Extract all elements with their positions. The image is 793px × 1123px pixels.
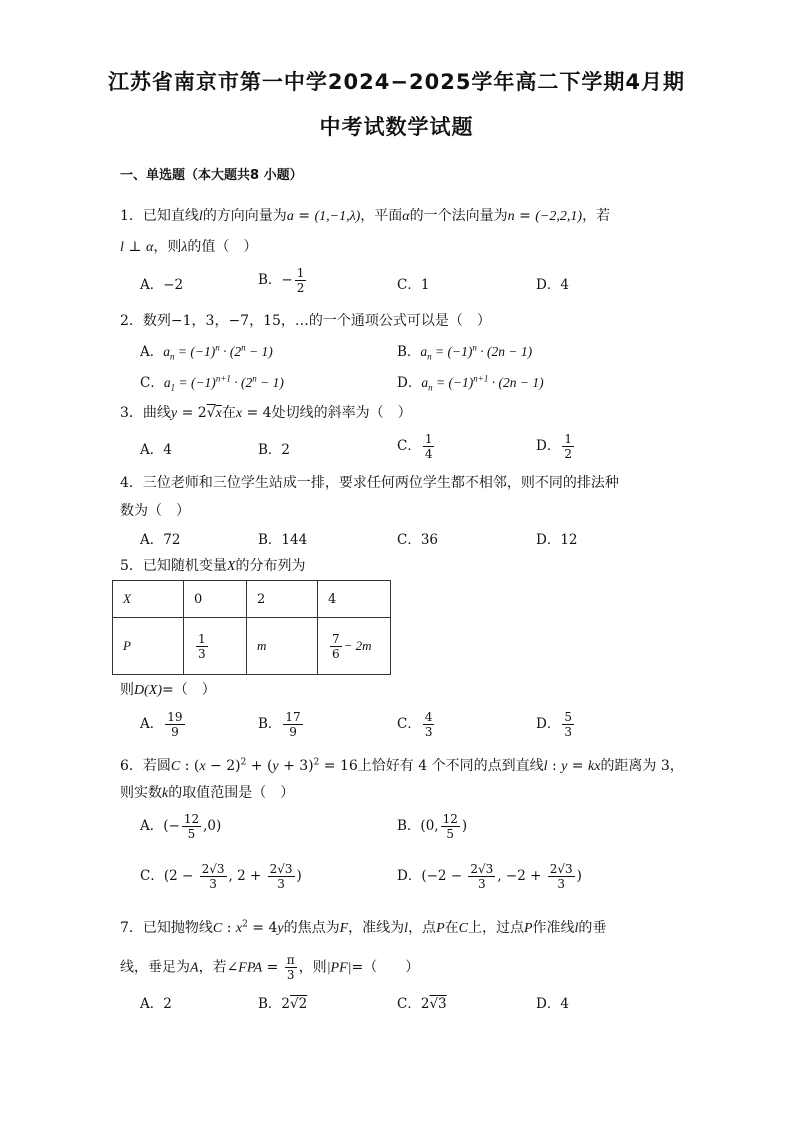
exam-title-line2: 中考试数学试题 [319, 115, 474, 139]
question-5-stem: 5．已知随机变量X的分布列为 [120, 558, 306, 574]
question-6-line1: 6．若圆C : $(x - 2)^2 + (y + 3)^2 = 16$上恰好有 4 个不同的点到直线l : y = kx的距离为 3， [120, 757, 684, 774]
table-cell-p2: m [247, 618, 318, 675]
question-3-stem: 3．曲线y = 2√x在x = 4处切线的斜率为（ ） [120, 405, 412, 421]
question-5-ask: 则D(X)=（ ） [120, 682, 216, 698]
q1-option-b[interactable]: B．− $\frac{1}{2}$ [258, 266, 305, 295]
q5-option-b[interactable]: B． $\frac{17}{9}$ [258, 710, 301, 739]
q5-option-d[interactable]: D． $\frac{5}{3}$ [536, 710, 572, 739]
q4-option-c[interactable]: C．36 [397, 532, 439, 548]
q3-option-a[interactable]: A．4 [140, 442, 172, 458]
q2-option-b[interactable]: B．$a_n = (-1)^n \cdot (2n - 1)$ [397, 342, 533, 362]
q4-option-d[interactable]: D．12 [536, 532, 578, 548]
q1-option-c[interactable]: C．1 [397, 277, 430, 293]
question-6-line2: 则实数k的取值范围是（ ） [120, 785, 295, 801]
q6-option-b[interactable]: B．(0, $\frac{12}{5}$ ) [397, 812, 468, 841]
q6-option-d[interactable]: D．(−2 − $\frac{2√3}{3}$ , −2 + $\frac{2√3}{3}$ ) [397, 862, 582, 891]
q6-option-c[interactable]: C．(2 − $\frac{2√3}{3}$ , 2 + $\frac{2√3}{3}$ ) [140, 862, 302, 891]
q1-option-a[interactable]: A．−2 [140, 277, 184, 293]
q4-option-a[interactable]: A．72 [140, 532, 181, 548]
q3-option-c[interactable]: C． $\frac{1}{4}$ [397, 432, 433, 461]
q1-option-d[interactable]: D．4 [536, 277, 569, 293]
question-7-line2: 线，垂足为A，若∠FPA = $\frac{\pi}{3}$ ，则|PF|=（ ） [120, 953, 420, 982]
q2-option-d[interactable]: D．$a_n = (-1)^{n+1} \cdot (2n - 1)$ [397, 373, 544, 393]
table-header-x: X [113, 581, 184, 618]
question-1-line1: 1．已知直线l的方向向量为a = (1,−1,λ)，平面α的一个法向量为n = (−2,2,1)，若 [120, 208, 611, 224]
q3-option-d[interactable]: D． $\frac{1}{2}$ [536, 432, 572, 461]
distribution-table [112, 580, 391, 675]
question-1-line2: l ⊥ α，则λ的值（ ） [120, 239, 258, 255]
q6-option-a[interactable]: A．(− $\frac{12}{5}$ ,0) [140, 812, 222, 841]
q7-option-b[interactable]: B．2√2 [258, 996, 308, 1012]
question-4-line2: 数为（ ） [120, 503, 190, 519]
question-4-line1: 4．三位老师和三位学生站成一排，要求任何两位学生都不相邻，则不同的排法种 [120, 475, 619, 491]
section-heading: 一、单选题（本大题共8 小题） [120, 168, 303, 183]
q2-option-c[interactable]: C．$a_1 = (-1)^{n+1} \cdot (2^n - 1)$ [140, 373, 284, 393]
table-header-2: 2 [247, 581, 318, 618]
question-2-stem: 2．数列−1，3，−7，15，…的一个通项公式可以是（ ） [120, 313, 491, 329]
q2-option-a[interactable]: A．$a_n = (-1)^n \cdot (2^n - 1)$ [140, 342, 273, 362]
table-row-label-p: P [113, 618, 184, 675]
question-7-line1: 7．已知抛物线C : $x^2 = 4y$的焦点为F，准线为l，点P在C上，过点P作准线l的垂 [120, 919, 607, 936]
q5-option-a[interactable]: A． $\frac{19}{9}$ [140, 710, 183, 739]
q7-option-c[interactable]: C．2√3 [397, 996, 447, 1012]
table-header-0: 0 [184, 581, 247, 618]
table-cell-p4: $\frac{7}{6}$ − 2m [318, 618, 391, 675]
q7-option-a[interactable]: A．2 [140, 996, 172, 1012]
exam-title-line1: 江苏省南京市第一中学2024−2025学年高二下学期4月期 [107, 70, 686, 94]
q3-option-b[interactable]: B．2 [258, 442, 291, 458]
table-header-4: 4 [318, 581, 391, 618]
q5-option-c[interactable]: C． $\frac{4}{3}$ [397, 710, 433, 739]
q4-option-b[interactable]: B．144 [258, 532, 308, 548]
table-cell-p0: $\frac{1}{3}$ [184, 618, 247, 675]
q7-option-d[interactable]: D．4 [536, 996, 569, 1012]
